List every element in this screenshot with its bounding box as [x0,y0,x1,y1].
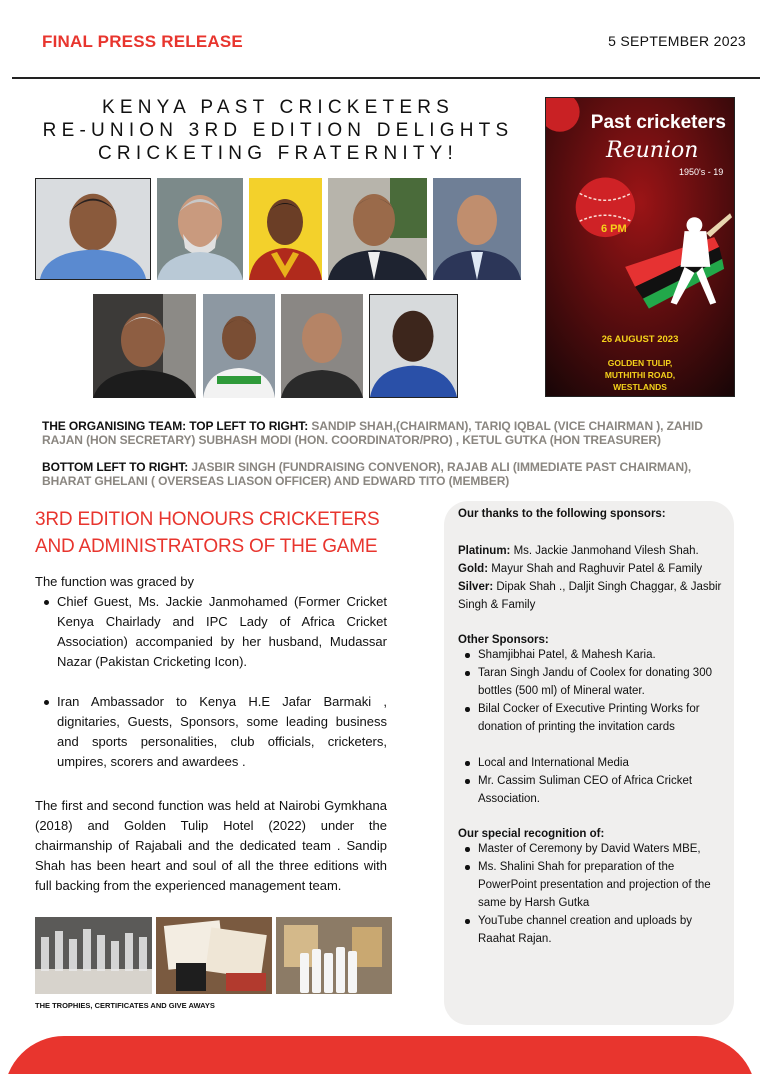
list-item: Chief Guest, Ms. Jackie Janmohamed (Former Cricket Kenya Chairlady and IPC Lady of Africa Cricket Association) accompanied by her husband, Mudassar Nazar (Pakistan Cricketing Icon). [35,592,387,672]
event-poster [545,97,735,397]
other-sponsors-title: Other Sponsors: [458,634,549,646]
special-recognition-title: Our special recognition of: [458,828,605,840]
sponsor-tiers [458,542,724,614]
poster-time: 6 PM [601,223,627,235]
headline-line-1: KENYA PAST CRICKETERS [101,97,455,118]
portrait-photo [203,294,275,398]
portrait-photo [433,178,521,280]
footer-band [4,1036,756,1074]
list-item: Local and International Media [458,754,724,772]
section-title-line: AND ADMINISTRATORS OF THE GAME [35,536,378,557]
poster-venue-line: GOLDEN TULIP, [607,358,673,368]
headline-line-3: CRICKETING FRATERNITY! [98,143,458,164]
tier-names: Dipak Shah ., Daljit Singh Chaggar, & Jasbir Singh & Family [458,581,722,611]
silver-sponsor [458,578,724,614]
portrait-photo [35,178,151,280]
list-item: Master of Ceremony by David Waters MBE, [458,840,724,858]
tier-names: Ms. Jackie Janmohand Vilesh Shah. [510,545,699,557]
portrait-photo [328,178,427,280]
sponsors-title: Our thanks to the following sponsors: [458,508,666,520]
poster-venue-line: MUTHITHI ROAD, [604,370,676,380]
document-label: FINAL PRESS RELEASE [42,32,243,51]
list-item: Mr. Cassim Suliman CEO of Africa Cricket Association. [458,772,724,808]
headline-line-2: RE-UNION 3RD EDITION DELIGHTS [42,120,514,141]
trophies-photo [35,917,152,994]
portrait-photo [281,294,363,398]
organising-team-caption [42,420,742,447]
tier-label: Gold: [458,563,489,575]
poster-venue [546,357,734,393]
left-column [35,506,387,896]
tier-label: Platinum: [458,545,511,557]
giveaways-photo [276,917,392,994]
section-title-line: 3RD EDITION HONOURS CRICKETERS [35,509,380,530]
document-date: 5 SEPTEMBER 2023 [608,33,746,49]
list-item: Bilal Cocker of Executive Printing Works for donation of printing the invitation cards [458,700,724,736]
list-item: Taran Singh Jandu of Coolex for donating 300 bottles (500 ml) of Mineral water. [458,664,724,700]
other-sponsors-list [458,646,724,808]
poster-date: 26 AUGUST 2023 [601,334,679,345]
caption-names: SANDIP SHAH,(CHAIRMAN), TARIQ IQBAL (VICE CHAIRMAN ), ZAHID RAJAN (HON SECRETARY) SUBHASH MODI (HON. COORDINATOR/PRO) , KETUL GUTKA (HON TREASURER) [42,419,703,447]
platinum-sponsor [458,542,724,560]
list-item: YouTube channel creation and uploads by Raahat Rajan. [458,912,724,948]
caption-names: JASBIR SINGH (FUNDRAISING CONVENOR), RAJAB ALI (IMMEDIATE PAST CHAIRMAN), BHARAT GHELANI ( OVERSEAS LIASON OFFICER) AND EDWARD TITO (MEMBER) [42,460,692,488]
poster-title: Past cricketers [590,112,726,133]
list-item: Iran Ambassador to Kenya H.E Jafar Barmaki , dignitaries, Guests, Sponsors, some leading business and sports personalities, club officials, cricketers, umpires, scorers and awardees . [35,692,387,772]
tier-names: Mayur Shah and Raghuvir Patel & Family [488,563,703,575]
poster-subtitle: Reunion [606,138,699,163]
caption-lead: BOTTOM LEFT TO RIGHT: [42,460,189,474]
portrait-photo [249,178,322,280]
sponsors-panel [444,501,734,1025]
gold-sponsor [458,560,724,578]
list-item: Shamjibhai Patel, & Mahesh Karia. [458,646,724,664]
bottom-row-caption [42,461,742,488]
guest-list [35,592,387,772]
poster-venue-line: WESTLANDS [613,382,667,392]
portrait-photo [369,294,458,398]
header-divider [12,77,760,79]
section-title [35,506,387,560]
caption-lead: THE ORGANISING TEAM: TOP LEFT TO RIGHT: [42,419,309,433]
photo-strip-caption: THE TROPHIES, CERTIFICATES AND GIVE AWAYS [35,1001,215,1010]
special-recognition-list [458,840,724,948]
headline [28,96,528,165]
poster-years: 1950's - 19 [679,167,724,177]
certificates-photo [156,917,272,994]
intro-text: The function was graced by [35,574,194,589]
portrait-photo [157,178,243,280]
list-item: Ms. Shalini Shah for preparation of the PowerPoint presentation and projection of the same by Harsh Gutka [458,858,724,912]
tier-label: Silver: [458,581,494,593]
history-paragraph: The first and second function was held at Nairobi Gymkhana (2018) and Golden Tulip Hotel (2022) under the chairmanship of Rajabali and the dedicated team . Sandip Shah has been heart and soul of all the three editions with full backing from the experienced management team. [35,798,387,893]
portrait-photo [93,294,196,398]
